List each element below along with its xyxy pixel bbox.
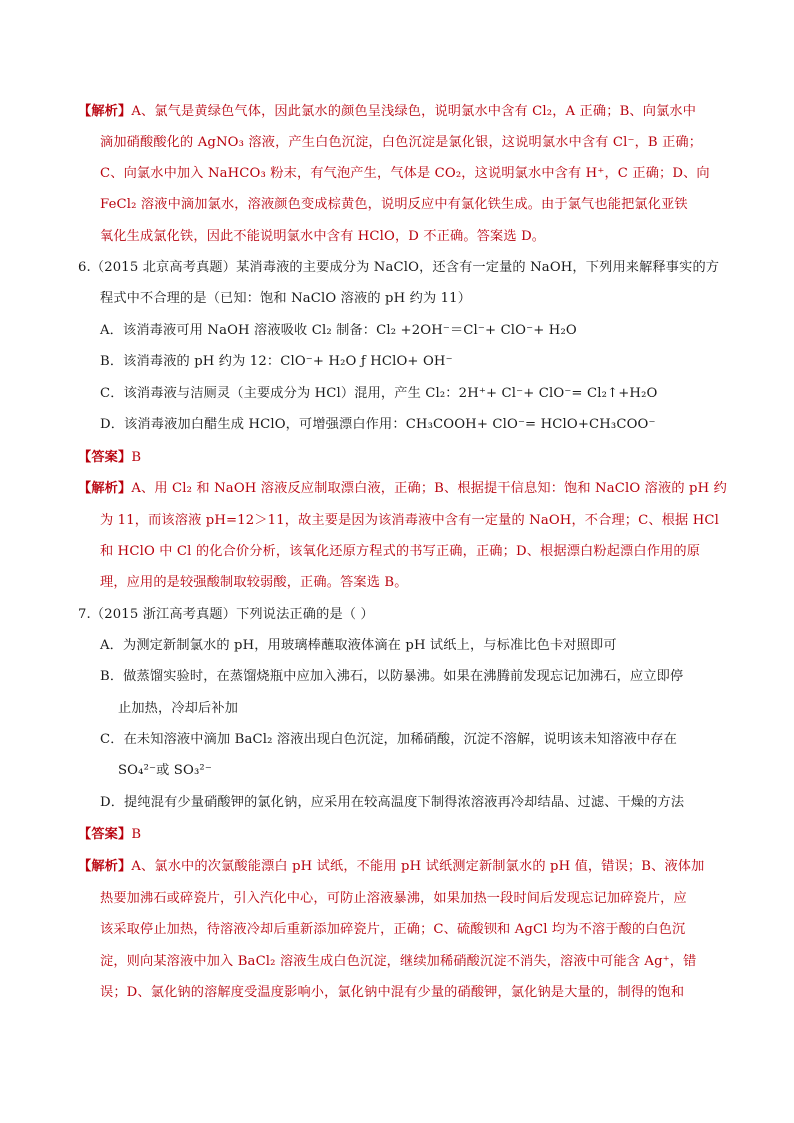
- analysis-line: [78, 103, 696, 121]
- analysis-line: [78, 480, 727, 498]
- answer-line: [78, 826, 141, 844]
- analysis-line: 淀，则向某溶液中加入 BaCl₂ 溶液生成白色沉淀，继续加稀硝酸沉淀不消失，溶液中可能含 Ag⁺，错: [100, 954, 697, 969]
- analysis-line: 为 11，而该溶液 pH=12＞11，故主要是因为该消毒液中含有一定量的 NaOH，不合理；C、根据 HCl: [100, 513, 719, 528]
- analysis-line: C、向氯水中加入 NaHCO₃ 粉末，有气泡产生，气体是 CO₂，这说明氯水中含有 H⁺，C 正确；D、向: [100, 166, 710, 181]
- analysis-line: 滴加硝酸酸化的 AgNO₃ 溶液，产生白色沉淀，白色沉淀是氯化银，这说明氯水中含有 Cl⁻，B 正确；: [100, 135, 703, 150]
- option-c: C．在未知溶液中滴加 BaCl₂ 溶液出现白色沉淀，加稀硝酸，沉淀不溶解，说明该未知溶液中存在: [100, 732, 677, 747]
- analysis-line: 理，应用的是较强酸制取较弱酸，正确。答案选 B。: [100, 575, 408, 590]
- option-c-continued: SO₄²⁻或 SO₃²⁻: [118, 763, 212, 778]
- analysis-line: 该采取停止加热，待溶液冷却后重新添加碎瓷片，正确；C、硫酸钡和 AgCl 均为不溶于酸的白色沉: [100, 922, 686, 937]
- answer-value: B: [131, 827, 142, 842]
- question-stem: 程式中不合理的是（已知：饱和 NaClO 溶液的 pH 约为 11）: [100, 291, 472, 306]
- option-d: D．该消毒液加白醋生成 HClO，可增强漂白作用：CH₃COOH+ ClO⁻= HClO+CH₃COO⁻: [100, 417, 656, 432]
- option-b-continued: 止加热，冷却后补加: [118, 701, 239, 716]
- option-c: C．该消毒液与洁厕灵（主要成分为 HCl）混用，产生 Cl₂：2H⁺+ Cl⁻+ ClO⁻= Cl₂↑+H₂O: [100, 386, 658, 401]
- question-stem: 7.（2015 浙江高考真题）下列说法正确的是（ ）: [78, 607, 374, 622]
- answer-tag: 【答案】: [78, 450, 132, 465]
- analysis-tag: 【解析】: [78, 104, 132, 119]
- option-a: A．该消毒液可用 NaOH 溶液吸收 Cl₂ 制备：Cl₂ +2OH⁻＝Cl⁻+ ClO⁻+ H₂O: [100, 323, 577, 338]
- analysis-text: A、氯气是黄绿色气体，因此氯水的颜色呈浅绿色，说明氯水中含有 Cl₂，A 正确；B、向氯水中: [131, 104, 697, 119]
- option-d: D．提纯混有少量硝酸钾的氯化钠，应采用在较高温度下制得浓溶液再冷却结晶、过滤、干燥的方法: [100, 795, 685, 810]
- analysis-line: FeCl₂ 溶液中滴加氯水，溶液颜色变成棕黄色，说明反应中有氯化铁生成。由于氯气也能把氯化亚铁: [100, 197, 688, 212]
- option-b: B．该消毒液的 pH 约为 12：ClO⁻+ H₂O ƒ HClO+ OH⁻: [100, 354, 453, 369]
- option-b: B．做蒸馏实验时，在蒸馏烧瓶中应加入沸石，以防暴沸。如果在沸腾前发现忘记加沸石，应立即停: [100, 669, 684, 684]
- answer-tag: 【答案】: [78, 827, 132, 842]
- analysis-line: 和 HClO 中 Cl 的化合价分析，该氧化还原方程式的书写正确，正确；D、根据漂白粉起漂白作用的原: [100, 544, 701, 559]
- analysis-tag: 【解析】: [78, 859, 132, 874]
- analysis-tag: 【解析】: [78, 481, 132, 496]
- answer-value: B: [131, 450, 142, 465]
- option-a: A．为测定新制氯水的 pH，用玻璃棒蘸取液体滴在 pH 试纸上，与标准比色卡对照即可: [100, 638, 617, 653]
- analysis-line: 误；D、氯化钠的溶解度受温度影响小，氯化钠中混有少量的硝酸钾，氯化钠是大量的，制得的饱和: [100, 985, 685, 1000]
- analysis-line: [78, 858, 704, 876]
- analysis-text: A、氯水中的次氯酸能漂白 pH 试纸，不能用 pH 试纸测定新制氯水的 pH 值，错误；B、液体加: [131, 859, 705, 874]
- question-stem: 6.（2015 北京高考真题）某消毒液的主要成分为 NaClO，还含有一定量的 NaOH，下列用来解释事实的方: [78, 260, 720, 275]
- answer-line: [78, 449, 141, 467]
- analysis-text: A、用 Cl₂ 和 NaOH 溶液反应制取漂白液，正确；B、根据提干信息知：饱和 NaClO 溶液的 pH 约: [131, 481, 727, 496]
- analysis-line: 氧化生成氯化铁，因此不能说明氯水中含有 HClO，D 不正确。答案选 D。: [100, 229, 546, 244]
- analysis-line: 热要加沸石或碎瓷片，引入汽化中心，可防止溶液暴沸，如果加热一段时间后发现忘记加碎瓷片，应: [100, 891, 687, 906]
